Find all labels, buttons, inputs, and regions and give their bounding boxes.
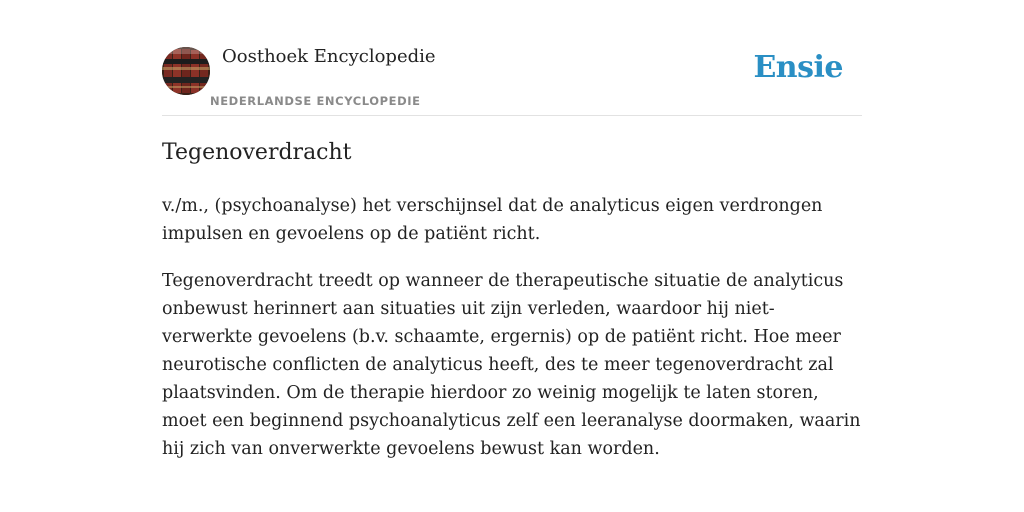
article-paragraph-definition: v./m., (psychoanalyse) het verschijnsel dat de analyticus eigen verdrongen impulsen en gevoelens op de patiënt richt.: [162, 196, 823, 244]
article-card: [162, 0, 862, 512]
site-header: [162, 0, 862, 116]
article-paragraph-explanation: Tegenoverdracht treedt op wanneer de therapeutische situatie de analyticus onbewust herinnert aan situaties uit zijn verleden, waardoor hij niet-verwerkte gevoelens (b.v. schaamte, ergernis) op de patiënt richt. Hoe meer neurotische conflicten de analyticus heeft, des te meer tegenoverdracht zal plaatsvinden. Om de therapie hierdoor zo weinig mogelijk te laten storen, moet een beginnend psychoanalyticus zelf een leeranalyse doormaken, waarin hij zich van onverwerkte gevoelens bewust kan worden.: [162, 271, 861, 459]
article-body: [162, 192, 862, 482]
site-name-link[interactable]: Oosthoek Encyclopedie: [222, 46, 436, 67]
book-spines-avatar-icon[interactable]: [162, 47, 210, 95]
site-subtitle: NEDERLANDSE ENCYCLOPEDIE: [210, 94, 421, 108]
page-title: Tegenoverdracht: [162, 140, 352, 165]
ensie-logo-link[interactable]: Ensie: [753, 50, 843, 85]
